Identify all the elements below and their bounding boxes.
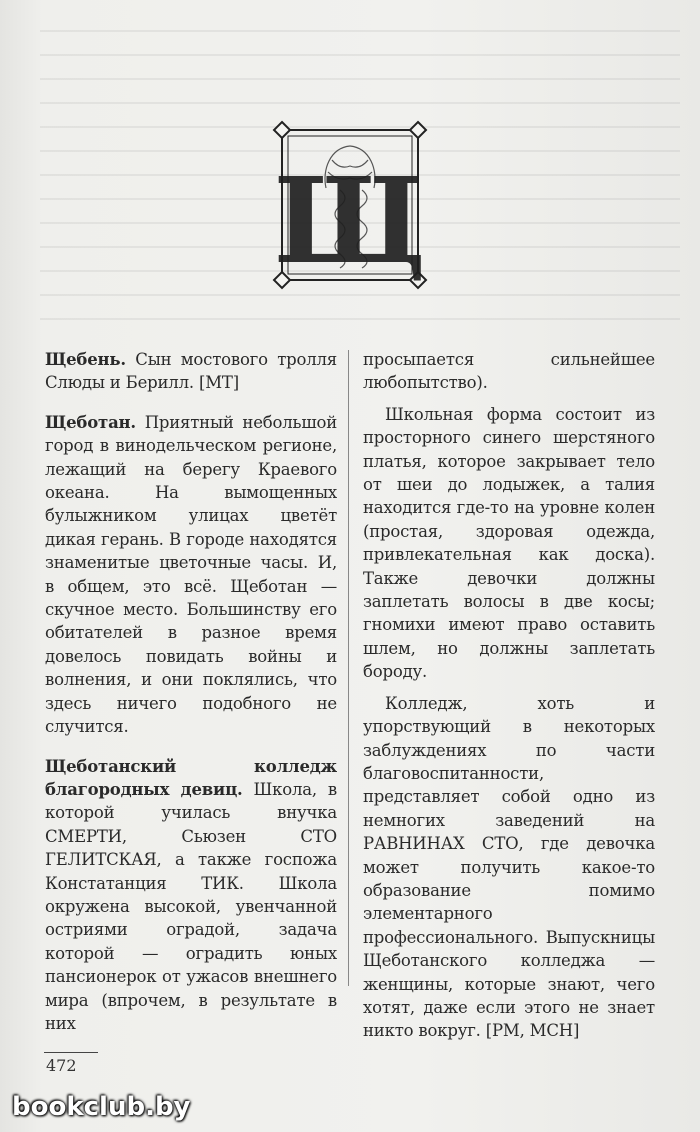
page-number: 472 [46, 1056, 77, 1075]
entry-text: Школа, в которой училась внучка СМЕРТИ, Сьюзен СТО ГЕЛИТСКАЯ, а также госпожа Констатанция ТИК. Школа окружена высокой, увенчанной остриями оградой, задача которой — оградить юных пансионерок от ужасов внешнего мира (впрочем, в результате в них [45, 779, 337, 1033]
entry-college [45, 755, 337, 1036]
entry-text: Приятный небольшой город в винодельческом регионе, лежащий на берегу Краевого океана. На вымощенных булыжником улицах цветёт дикая герань. В городе находятся знаменитые цветочные часы. И, в общем, это всё. Щеботан — скучное место. Большинству его обитателей в разное время довелось повидать войны и волнения, и они поклялись, что здесь ничего подобного не случится. [45, 412, 337, 737]
left-column [45, 348, 337, 1051]
drop-cap-letter: Щ [273, 151, 427, 290]
entry-term: Щеботан. [45, 412, 136, 432]
entry-term: Щебень. [45, 350, 126, 369]
site-watermark: bookclub.by [12, 1092, 191, 1122]
right-column [363, 348, 655, 1043]
drop-cap-ornament [270, 120, 430, 290]
paragraph: Колледж, хоть и упорствующий в некоторых заблуждениях по части благовоспитанности, представляет собой одно из немногих заведений на РАВНИНАХ СТО, где девочка может получить какое-то образование помимо элементарного профессионального. Выпускницы Щеботанского колледжа — женщины, которые знают, чего хотят, даже если этого не знает никто вокруг. [РМ, МСН] [363, 693, 655, 1041]
footer-rule [44, 1052, 98, 1053]
entry-term: Щеботанский колледж благородных девиц. [45, 756, 337, 799]
paragraph-continued: просыпается сильнейшее любопытство). [363, 350, 655, 393]
paragraph: Школьная форма состоит из просторного синего шерстяного платья, которое закрывает тело от шеи до лодыжек, а талия находится где-то на уровне колен (простая, здоровая одежда, привлекательная как доска). Также девочки должны заплетать волосы в две косы; гномихи имеют право оставить шлем, но должны заплетать бороду. [363, 404, 655, 682]
entry-text: Сын мостового тролля Слюды и Берилл. [МТ] [45, 350, 337, 393]
entry-shchebotan [45, 411, 337, 739]
column-divider [348, 350, 349, 986]
entry-shcheben [45, 348, 337, 395]
